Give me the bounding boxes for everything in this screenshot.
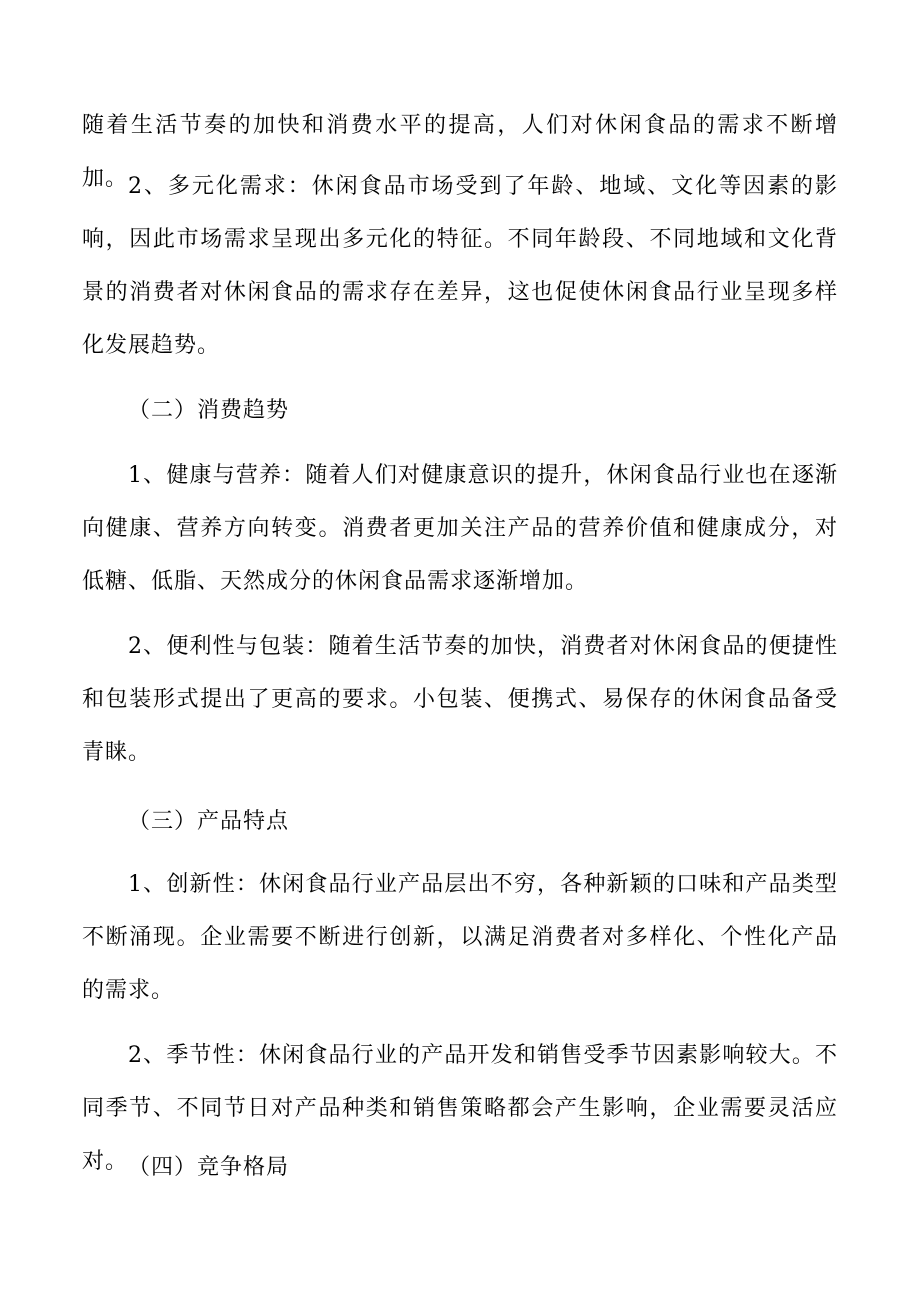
section-heading-consumption-trend: （二）消费趋势 [128, 398, 290, 423]
paragraph-innovation: 1、创新性：休闲食品行业产品层出不穷，各种新颖的口味和产品类型不断涌现。企业需要不断进行创新，以满足消费者对多样化、个性化产品的需求。 [82, 872, 838, 1003]
section-heading-competition: （四）竞争格局 [128, 1155, 290, 1180]
section-heading-product-features: （三）产品特点 [128, 809, 290, 834]
paragraph-health-nutrition: 1、健康与营养：随着人们对健康意识的提升，休闲食品行业也在逐渐向健康、营养方向转变。消费者更加关注产品的营养价值和健康成分，对低糖、低脂、天然成分的休闲食品需求逐渐增加。 [82, 463, 838, 594]
paragraph-intro-continuation: 随着生活节奏的加快和消费水平的提高，人们对休闲食品的需求不断增加。 [82, 113, 838, 191]
paragraph-diversified-demand: 2、多元化需求：休闲食品市场受到了年龄、地域、文化等因素的影响，因此市场需求呈现出多元化的特征。不同年龄段、不同地域和文化背景的消费者对休闲食品的需求存在差异，这也促使休闲食品行业呈现多样化发展趋势。 [82, 174, 838, 358]
paragraph-convenience-packaging: 2、便利性与包装：随着生活节奏的加快，消费者对休闲食品的便捷性和包装形式提出了更高的要求。小包装、便携式、易保存的休闲食品备受青睐。 [82, 634, 838, 765]
paragraph-seasonality: 2、季节性：休闲食品行业的产品开发和销售受季节因素影响较大。不同季节、不同节日对产品种类和销售策略都会产生影响，企业需要灵活应对。 [82, 1043, 838, 1174]
